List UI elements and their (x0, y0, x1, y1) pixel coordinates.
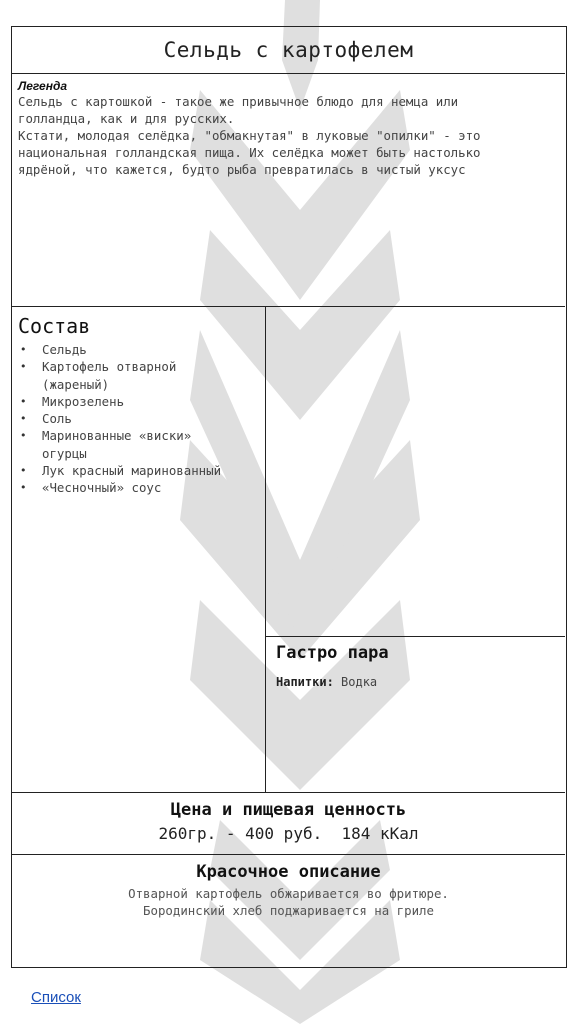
legend-text (18, 93, 559, 178)
legend-heading: Легенда (18, 79, 68, 93)
price-section (12, 793, 565, 855)
dish-title: Сельдь с картофелем (12, 27, 565, 74)
list-link[interactable]: Список (31, 989, 81, 1006)
bullet-icon: • (20, 394, 27, 408)
legend-line: Кстати, молодая селёдка, "обмакнутая" в луковые "опилки" - это (18, 128, 481, 143)
gastro-pair-section (266, 637, 565, 793)
legend-line: ядрёной, что кажется, будто рыба превратилась в чистый уксус (18, 162, 466, 177)
bullet-icon: • (20, 481, 27, 495)
description-section (12, 855, 565, 967)
description-line: Отварной картофель обжаривается во фритюре. (128, 886, 449, 901)
ingredient-item: • Лук красный маринованный (20, 463, 222, 479)
ingredient-item: • Картофель отварной (жареный) (20, 359, 177, 392)
price-heading: Цена и пищевая ценность (170, 800, 407, 820)
composition-section (12, 307, 266, 793)
legend-line: Сельдь с картошкой - такое же привычное блюдо для немца или (18, 94, 459, 109)
ingredient-list (18, 341, 259, 497)
bullet-icon: • (20, 360, 27, 374)
bullet-icon: • (20, 429, 27, 443)
legend-line: голландца, как и для русских. (18, 111, 235, 126)
ingredient-item: • Маринованные «виски» огурцы (20, 428, 192, 461)
drinks-value: Водка (341, 675, 378, 689)
description-line: Бородинский хлеб поджаривается на гриле (143, 903, 434, 918)
drinks-line (276, 675, 555, 689)
legend-line: национальная голландская пища. Их селёдка может быть настолько (18, 145, 481, 160)
description-heading: Красочное описание (196, 862, 381, 882)
bullet-icon: • (20, 343, 27, 356)
image-placeholder (266, 307, 565, 637)
legend-section (12, 74, 565, 307)
description-text (12, 885, 565, 919)
ingredient-item: • «Чесночный» соус (20, 480, 162, 496)
drinks-label: Напитки: (276, 675, 334, 689)
ingredient-item: • Сельдь (20, 342, 87, 357)
price-value: 260гр. - 400 руб. 184 кКал (158, 824, 419, 843)
recipe-card (11, 26, 567, 968)
bullet-icon: • (20, 412, 27, 426)
composition-heading: Состав (18, 314, 91, 338)
bullet-icon: • (20, 464, 27, 478)
ingredient-item: • Соль (20, 411, 72, 427)
ingredient-item: • Микрозелень (20, 393, 125, 409)
gastro-heading: Гастро пара (276, 643, 389, 663)
